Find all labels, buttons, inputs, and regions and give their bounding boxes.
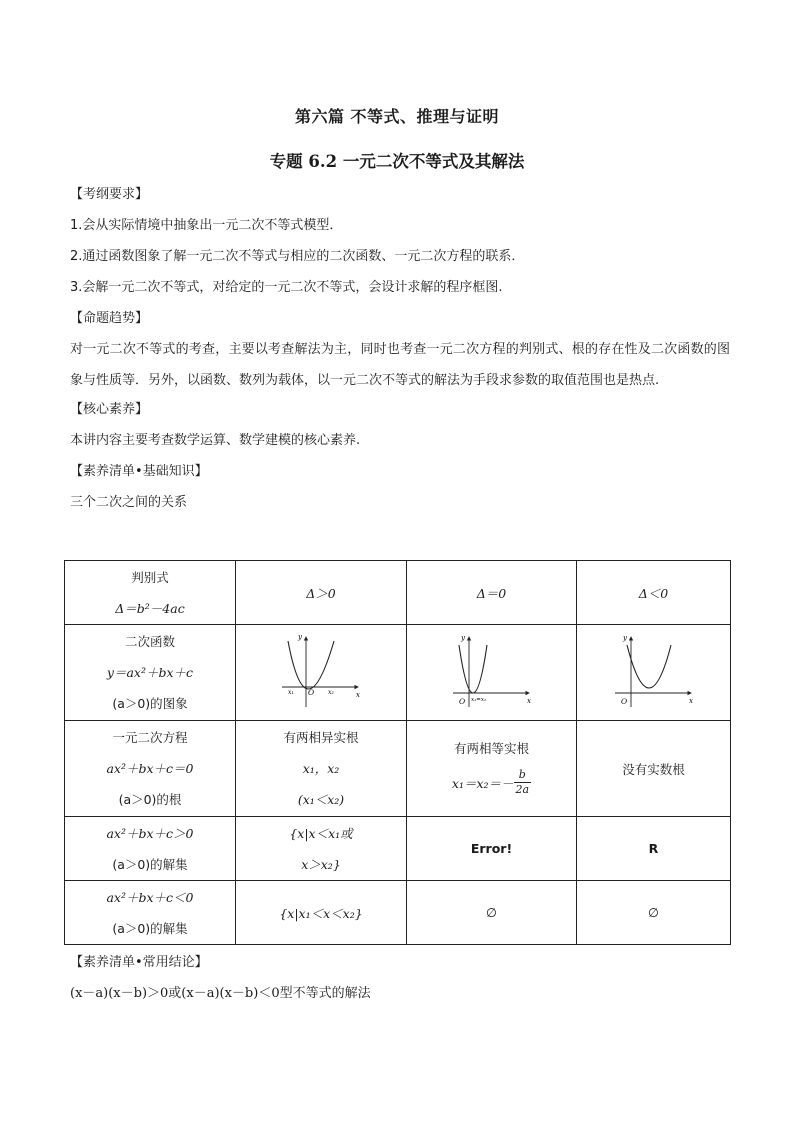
cell-double-root (407, 721, 577, 817)
x-axis-label: x (688, 697, 693, 705)
quadratic-relations-table (64, 560, 731, 945)
cell-delta-zero: Δ＝0 (407, 561, 577, 625)
fraction-denominator: 2a (515, 783, 530, 796)
label-formula: ax²＋bx＋c＞0 (106, 825, 194, 841)
label-formula: Δ＝b²－4ac (115, 600, 185, 616)
fraction-numerator: b (514, 768, 532, 783)
origin-label: O (308, 688, 315, 697)
origin-label: O (458, 697, 465, 706)
graph-double-root (407, 625, 577, 721)
table-row-greater-than (65, 817, 731, 881)
table-row-equation (65, 721, 731, 817)
table-row-discriminant (65, 561, 731, 625)
row-label-discriminant (65, 561, 236, 625)
cell-delta-negative: Δ＜0 (577, 561, 731, 625)
graph-two-roots (236, 625, 407, 721)
row-label-greater-than (65, 817, 236, 881)
label-condition: (a＞0)的解集 (112, 856, 188, 872)
table-row-less-than (65, 881, 731, 945)
trend-paragraph: 对一元二次不等式的考查，主要以考查解法为主，同时也考查一元二次方程的判别式、根的存在性及二次函数的图象与性质等．另外，以函数、数列为载体，以一元二次不等式的解法为手段求参数的取值范围也是热点. (70, 342, 730, 388)
document-body (70, 184, 730, 523)
label-condition: (a＞0)的解集 (112, 920, 188, 936)
literacy-paragraph: 本讲内容主要考查数学运算、数学建模的核心素养. (70, 433, 361, 448)
label-text: 判别式 (131, 569, 169, 585)
cell-text: 有两相等实根 (453, 740, 529, 756)
cell-solution-no-roots-gt: R (577, 817, 731, 881)
cell-solution-double-root-lt: ∅ (407, 881, 577, 945)
formula-prefix: x₁＝x₂＝－ (451, 775, 514, 791)
label-formula: ax²＋bx＋c＜0 (106, 889, 194, 905)
label-text: 二次函数 (124, 634, 175, 649)
outline-heading: 【考纲要求】 (70, 187, 149, 202)
cell-formula-line2: x＞x₂} (301, 856, 341, 872)
cell-two-distinct-roots (236, 721, 407, 817)
conclusions-section (70, 952, 371, 1014)
outline-item-1: 1.会从实际情境中抽象出一元二次不等式模型． (70, 218, 343, 233)
label-condition: (a＞0)的根 (118, 792, 182, 807)
root-x1-label: x₁ (288, 689, 294, 696)
cell-solution-two-roots-gt (236, 817, 407, 881)
conclusions-heading: 【素养清单•常用结论】 (70, 955, 208, 970)
basics-heading: 【素养清单•基础知识】 (70, 464, 208, 479)
cell-text: 有两相异实根 (283, 730, 359, 745)
root-x2-label: x₂ (328, 689, 334, 696)
cell-solution-no-roots-lt: ∅ (577, 881, 731, 945)
cell-solution-two-roots-lt: {x|x₁＜x＜x₂} (236, 881, 407, 945)
cell-solution-double-root-gt: Error! (407, 817, 577, 881)
conclusions-text: (x－a)(x－b)＞0或(x－a)(x－b)＜0型不等式的解法 (70, 986, 371, 1001)
fraction (514, 768, 532, 797)
row-label-equation (65, 721, 236, 817)
table-row-graph (65, 625, 731, 721)
cell-condition: (x₁＜x₂) (297, 792, 345, 807)
label-formula: y＝ax²＋bx＋c (106, 665, 194, 680)
parabola-no-roots-graph (609, 631, 699, 711)
label-condition: (a＞0)的图象 (112, 696, 188, 711)
row-label-less-than (65, 881, 236, 945)
y-axis-label: y (298, 633, 302, 641)
literacy-heading: 【核心素养】 (70, 402, 149, 417)
label-text: 一元二次方程 (112, 730, 188, 745)
outline-item-3: 3.会解一元二次不等式，对给定的一元二次不等式，会设计求解的程序框图. (70, 280, 503, 295)
outline-item-2: 2.通过函数图象了解一元二次不等式与相应的二次函数、一元二次方程的联系． (70, 249, 525, 264)
double-root-label: x₁=x₂ (470, 697, 486, 703)
cell-formula: x₁，x₂ (302, 761, 340, 776)
x-axis-label: x (356, 691, 360, 699)
origin-label: O (620, 697, 627, 706)
topic-title: 专题 6.2 一元二次不等式及其解法 (269, 152, 525, 171)
cell-no-real-roots: 没有实数根 (577, 721, 731, 817)
part-title: 第六篇 不等式、推理与证明 (294, 107, 500, 126)
y-axis-label: y (460, 634, 465, 642)
cell-delta-positive: Δ＞0 (236, 561, 407, 625)
cell-formula-line1: {x|x＜x₁或 (289, 825, 353, 841)
y-axis-label: y (622, 634, 627, 642)
row-label-function (65, 625, 236, 721)
x-axis-label: x (526, 697, 531, 705)
parabola-double-root-graph (447, 631, 537, 711)
table-caption: 三个二次之间的关系 (70, 495, 188, 510)
label-formula: ax²＋bx＋c＝0 (106, 761, 194, 776)
trend-heading: 【命题趋势】 (70, 311, 149, 326)
double-root-formula (407, 763, 576, 803)
graph-no-roots (577, 625, 731, 721)
parabola-two-roots-graph (276, 631, 366, 711)
